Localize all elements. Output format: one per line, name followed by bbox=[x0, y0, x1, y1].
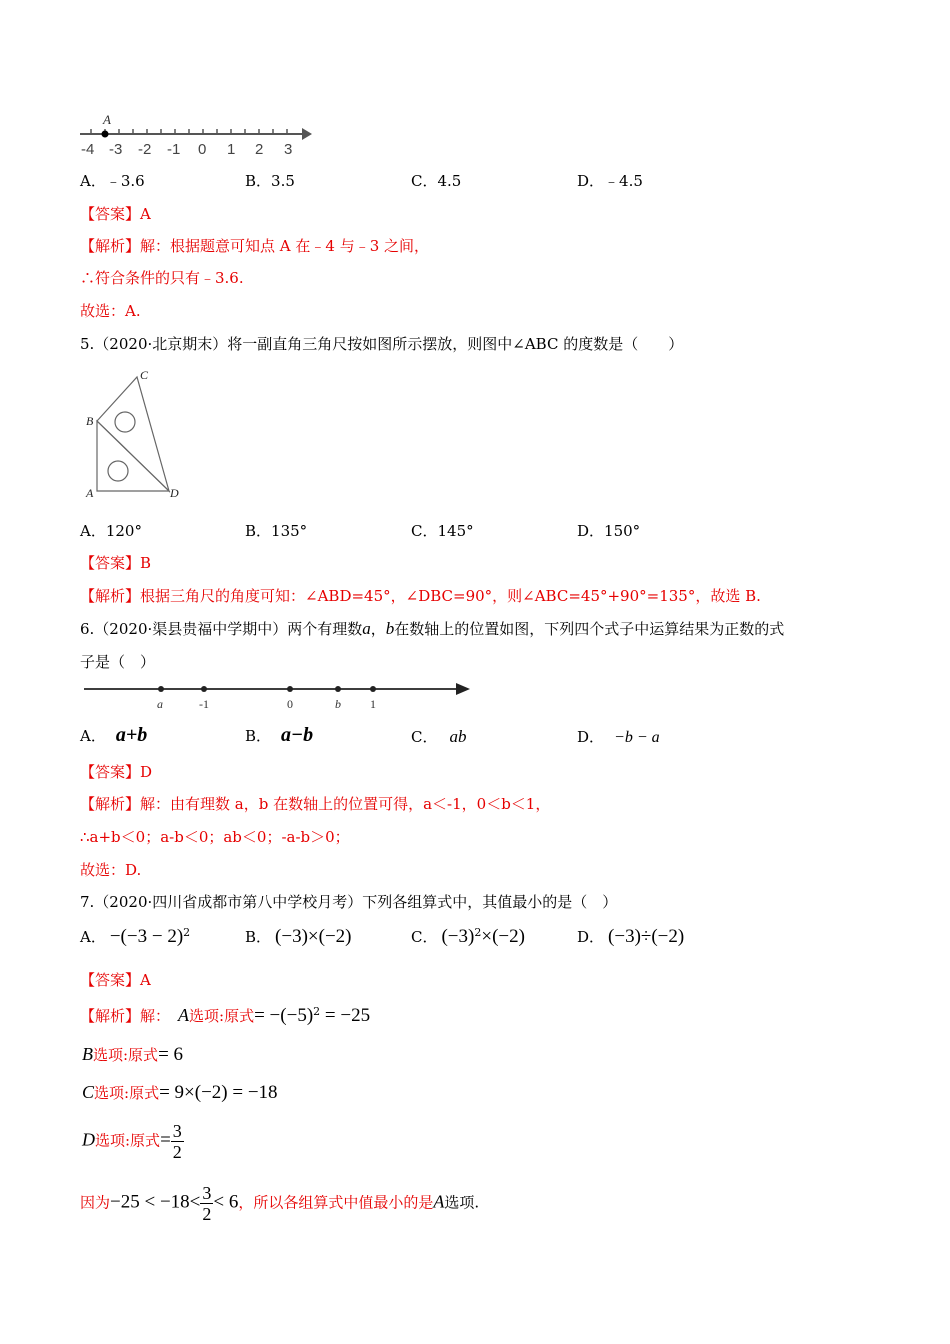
label-a: a bbox=[157, 697, 163, 711]
vertex-label-d: D bbox=[170, 486, 179, 500]
q7-stem: 7.（2020·四川省成都市第八中学校月考）下列各组算式中，其值最小的是（ ） bbox=[80, 893, 618, 911]
q6-option-c[interactable] bbox=[411, 726, 466, 747]
q6-stem-line-1 bbox=[80, 618, 784, 639]
conclusion-end: 选项. bbox=[444, 1193, 480, 1212]
line-label: 选项:原式 bbox=[95, 1131, 161, 1150]
fraction-denominator: 2 bbox=[202, 1204, 212, 1224]
tick-label: 1 bbox=[227, 141, 236, 158]
q6-analysis-line-2: ∴a+b＜0；a-b＜0；ab＜0；-a-b＞0； bbox=[80, 828, 350, 846]
option-expr-tail: ×(−2) bbox=[481, 926, 525, 947]
conclusion-prefix: 因为 bbox=[80, 1193, 111, 1212]
option-expr: −(−3 − 2) bbox=[109, 926, 184, 947]
q7-analysis-line-c bbox=[82, 1082, 278, 1104]
option-letter: A． bbox=[80, 928, 106, 946]
option-letter: D． bbox=[577, 728, 605, 746]
label-b: b bbox=[335, 697, 341, 711]
q4-option-c[interactable] bbox=[411, 170, 461, 191]
label-zero: 0 bbox=[287, 697, 293, 711]
q6-option-a[interactable] bbox=[80, 724, 147, 747]
option-letter: B． bbox=[245, 172, 272, 190]
q4-answer bbox=[80, 203, 151, 224]
option-letter: D． bbox=[577, 522, 605, 540]
q7-answer bbox=[80, 969, 151, 990]
q5-answer bbox=[80, 552, 151, 573]
line-expr: = 6 bbox=[158, 1044, 184, 1065]
option-exponent: 2 bbox=[183, 926, 191, 939]
vertex-label-a: A bbox=[86, 486, 94, 500]
triangle-hole bbox=[108, 461, 128, 481]
tick-label: 3 bbox=[284, 141, 293, 158]
q5-option-a[interactable] bbox=[80, 520, 142, 541]
triangle-hole bbox=[115, 412, 135, 432]
q6-stem-line-2: 子是（ ） bbox=[80, 653, 156, 671]
option-letter: D． bbox=[577, 928, 605, 946]
line-expr: = −(−5) bbox=[254, 1005, 314, 1026]
option-letter: A． bbox=[80, 522, 106, 540]
line-label: 选项:原式 bbox=[93, 1046, 159, 1064]
q5-stem: 5.（2020·北京期末）将一副直角三角尺按如图所示摆放，则图中∠ABC 的度数是（ ） bbox=[80, 335, 684, 353]
q7-option-a[interactable] bbox=[80, 926, 190, 948]
line-exponent: 2 bbox=[313, 1005, 321, 1018]
option-text: 145° bbox=[437, 522, 474, 540]
triangle-ruler-30-60 bbox=[97, 377, 169, 491]
q4-analysis-line-1 bbox=[80, 235, 429, 256]
answer-value: D bbox=[140, 763, 153, 781]
tick-label: 0 bbox=[198, 141, 207, 158]
fraction-numerator: 3 bbox=[172, 1121, 182, 1141]
q4-option-d[interactable] bbox=[577, 170, 643, 191]
analysis-text: 解：根据题意可知点 A 在﹣4 与﹣3 之间， bbox=[140, 237, 430, 255]
fraction bbox=[200, 1183, 213, 1224]
option-letter: C． bbox=[411, 522, 438, 540]
option-expr: (−3) bbox=[441, 926, 475, 947]
var-a: a bbox=[362, 619, 371, 638]
option-text: 135° bbox=[271, 522, 308, 540]
arrow-head-icon bbox=[302, 128, 312, 140]
answer-tag: 【答案】 bbox=[80, 554, 141, 572]
option-var: B bbox=[82, 1044, 93, 1064]
vertex-label-b: B bbox=[86, 414, 94, 428]
analysis-tag: 【解析】 bbox=[80, 795, 141, 813]
option-letter: C． bbox=[411, 928, 438, 946]
point-one-dot bbox=[370, 686, 376, 692]
q5-option-c[interactable] bbox=[411, 520, 474, 541]
option-text: ﹣3.6 bbox=[105, 172, 145, 190]
point-a-label: A bbox=[103, 112, 111, 127]
analysis-jie: 解： bbox=[140, 1007, 171, 1025]
q7-option-d[interactable] bbox=[577, 926, 684, 948]
point-minus-one-dot bbox=[201, 686, 207, 692]
analysis-tag: 【解析】 bbox=[80, 587, 141, 605]
answer-tag: 【答案】 bbox=[80, 205, 141, 223]
q6-analysis-line-1 bbox=[80, 793, 550, 814]
option-text: 4.5 bbox=[437, 172, 462, 190]
option-text: −b − a bbox=[614, 729, 660, 746]
tick-label: -3 bbox=[109, 141, 123, 158]
analysis-text: 根据三角尺的角度可知：∠ABD=45°，∠DBC=90°，则∠ABC=45°+90°=135°，故选 B. bbox=[140, 587, 761, 605]
q7-analysis-line-d bbox=[82, 1121, 184, 1162]
q5-option-d[interactable] bbox=[577, 520, 640, 541]
tick-label: -2 bbox=[138, 141, 152, 158]
analysis-text: 解：由有理数 a，b 在数轴上的位置可得，a＜-1，0＜b＜1， bbox=[140, 795, 551, 813]
q7-analysis-line-b bbox=[82, 1044, 183, 1066]
answer-value: A bbox=[140, 205, 151, 223]
option-text: a+b bbox=[115, 724, 148, 746]
option-letter: C． bbox=[411, 728, 438, 746]
option-text: ab bbox=[449, 727, 467, 746]
stem-text: 6.（2020·渠县贵福中学期中）两个有理数 bbox=[80, 620, 363, 638]
q4-analysis-line-2: ∴符合条件的只有﹣3.6. bbox=[80, 269, 244, 287]
vertex-label-c: C bbox=[140, 368, 149, 382]
option-text: a−b bbox=[281, 724, 314, 746]
q5-option-b[interactable] bbox=[245, 520, 307, 541]
q7-conclusion bbox=[80, 1183, 479, 1224]
q6-option-b[interactable] bbox=[245, 724, 313, 747]
conclusion-text: ，所以各组算式中值最小的是 bbox=[238, 1193, 434, 1212]
q4-number-line-figure bbox=[78, 112, 314, 160]
point-a-dot bbox=[158, 686, 164, 692]
q7-analysis-line-a bbox=[80, 1005, 370, 1027]
q4-analysis-line-3: 故选：A. bbox=[80, 302, 141, 320]
fraction-numerator: 3 bbox=[202, 1183, 212, 1203]
point-zero-dot bbox=[287, 686, 293, 692]
q6-number-line-figure bbox=[82, 679, 474, 713]
option-var: A bbox=[433, 1191, 445, 1212]
line-label: 选项:原式 bbox=[94, 1084, 160, 1102]
option-text: ﹣4.5 bbox=[604, 172, 643, 190]
option-expr: (−3)×(−2) bbox=[275, 926, 352, 947]
option-letter: A． bbox=[80, 727, 106, 745]
tick-label: -1 bbox=[167, 141, 181, 158]
answer-value: B bbox=[140, 554, 152, 572]
label-minus-one: -1 bbox=[199, 697, 209, 711]
stem-comma: ， bbox=[370, 620, 386, 638]
option-var: A bbox=[178, 1005, 190, 1025]
analysis-tag: 【解析】 bbox=[80, 1007, 141, 1025]
q5-analysis bbox=[80, 585, 761, 606]
answer-tag: 【答案】 bbox=[80, 971, 141, 989]
option-letter: A． bbox=[80, 172, 106, 190]
answer-tag: 【答案】 bbox=[80, 763, 141, 781]
option-letter: B． bbox=[245, 522, 272, 540]
q6-answer bbox=[80, 761, 152, 782]
q7-option-b[interactable] bbox=[245, 926, 352, 948]
line-eq: = bbox=[160, 1129, 171, 1151]
option-exponent: 2 bbox=[474, 926, 482, 939]
option-letter: B． bbox=[245, 928, 272, 946]
q6-analysis-line-3: 故选：D. bbox=[80, 861, 142, 879]
option-text: 150° bbox=[604, 522, 641, 540]
point-b-dot bbox=[335, 686, 341, 692]
var-b: b bbox=[385, 619, 395, 638]
fraction-denominator: 2 bbox=[172, 1142, 182, 1162]
q7-option-c[interactable] bbox=[411, 926, 525, 948]
q6-option-d[interactable] bbox=[577, 726, 660, 747]
point-a-dot bbox=[102, 131, 109, 138]
conclusion-lhs: −25 < −18< bbox=[110, 1191, 201, 1213]
line-expr-tail: = −25 bbox=[320, 1005, 371, 1026]
q5-triangle-figure bbox=[82, 364, 188, 502]
line-label: 选项:原式 bbox=[189, 1007, 255, 1025]
fraction bbox=[171, 1121, 184, 1162]
option-expr: (−3)÷(−2) bbox=[608, 926, 685, 947]
answer-value: A bbox=[140, 971, 151, 989]
option-letter: B． bbox=[245, 727, 272, 745]
tick-label: 2 bbox=[255, 141, 264, 158]
tick-label: -4 bbox=[81, 141, 95, 158]
option-text: 120° bbox=[105, 522, 142, 540]
arrow-head-icon bbox=[456, 683, 470, 695]
option-text: 3.5 bbox=[271, 172, 295, 190]
q4-option-a[interactable] bbox=[80, 170, 145, 191]
option-var: C bbox=[82, 1082, 95, 1102]
stem-text: 在数轴上的位置如图，下列四个式子中运算结果为正数的式 bbox=[394, 620, 785, 638]
analysis-tag: 【解析】 bbox=[80, 237, 141, 255]
label-one: 1 bbox=[370, 697, 376, 711]
conclusion-rhs: < 6 bbox=[213, 1191, 239, 1213]
option-letter: C． bbox=[411, 172, 438, 190]
option-var: D bbox=[82, 1129, 95, 1150]
line-expr: = 9×(−2) = −18 bbox=[159, 1082, 278, 1103]
q4-option-b[interactable] bbox=[245, 170, 295, 191]
option-letter: D． bbox=[577, 172, 605, 190]
